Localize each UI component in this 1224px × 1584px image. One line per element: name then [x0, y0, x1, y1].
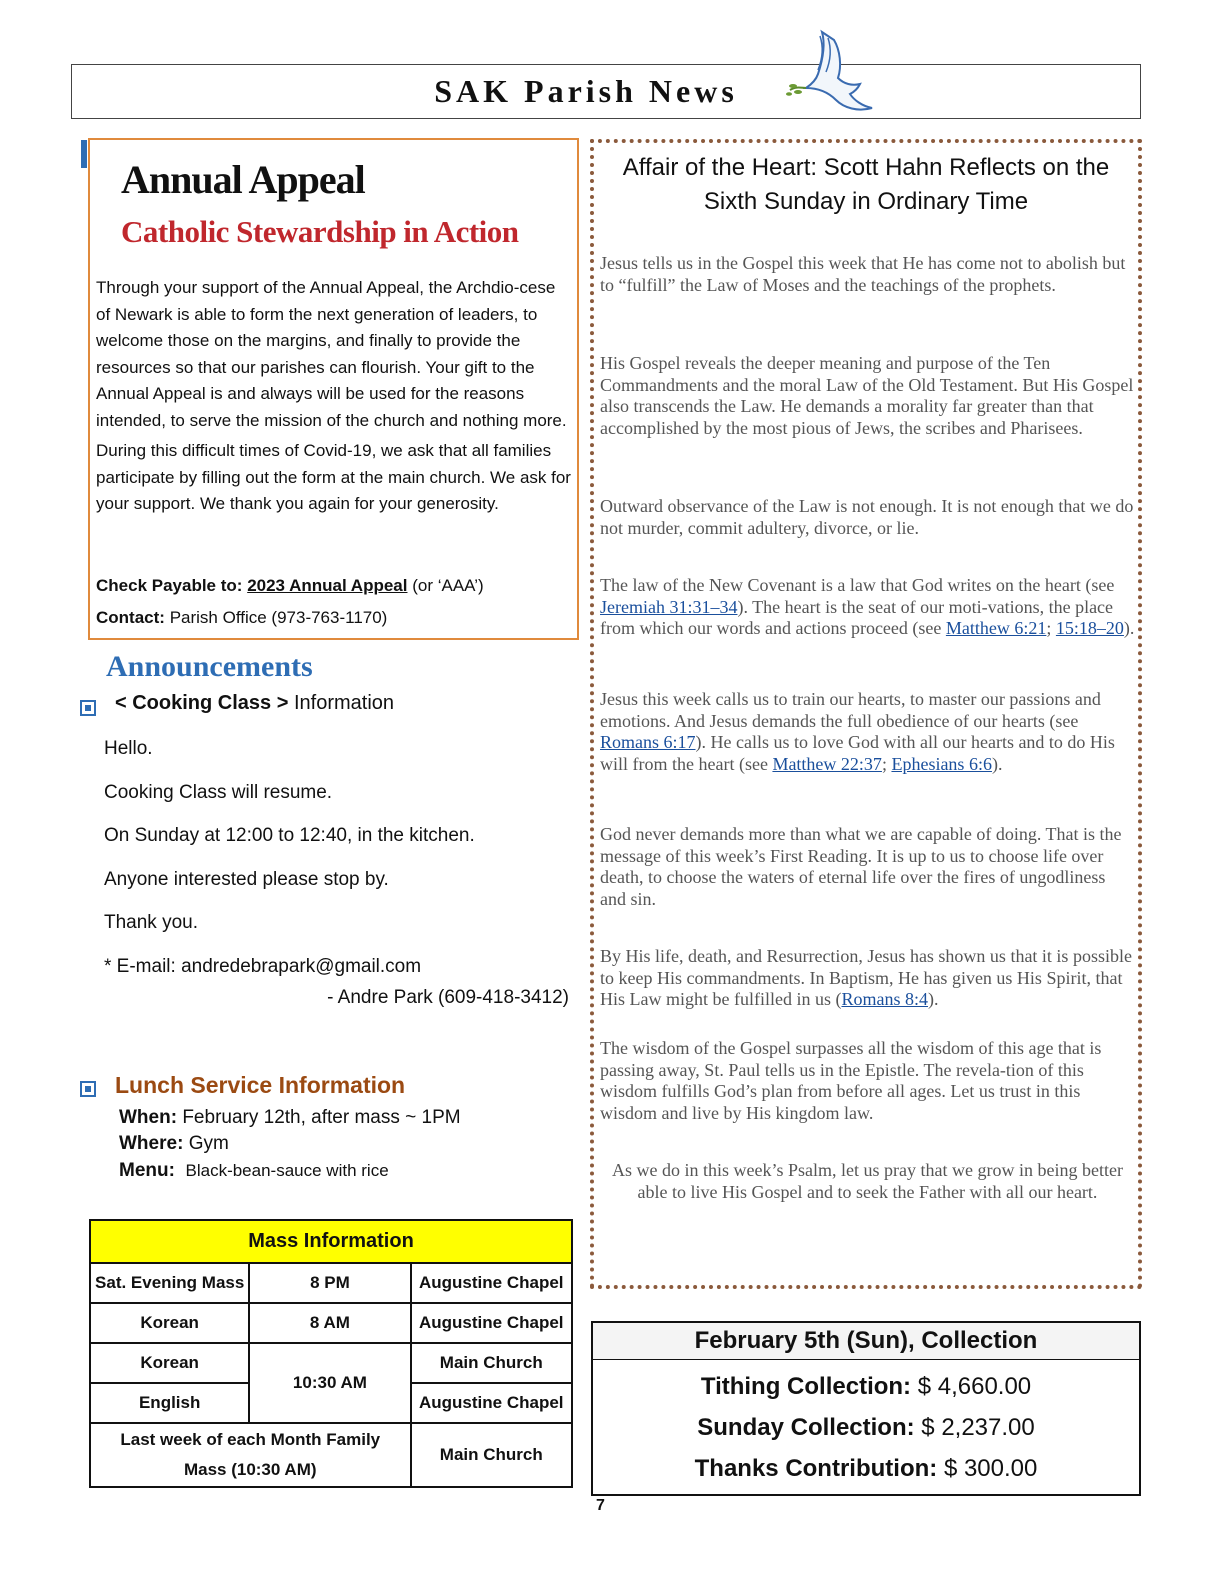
- contact-line: [96, 608, 387, 628]
- text-run: ).: [1123, 618, 1135, 639]
- lunch-menu: [119, 1160, 389, 1182]
- scripture-link[interactable]: Matthew 22:37: [772, 753, 882, 774]
- text-run: By His life, death, and Resurrection, Jesus has shown us that it is possible to keep His commandments. In Baptism, He has given us His Spirit, that His Law might be fulfilled in us (: [600, 946, 1132, 1010]
- reflection-box: [590, 139, 1142, 1289]
- accent-tab: [81, 140, 87, 168]
- table-row: [90, 1303, 572, 1343]
- cooking-class-heading: [115, 692, 394, 715]
- scripture-link[interactable]: Matthew 6:21: [945, 618, 1047, 639]
- mass-place: Augustine Chapel: [411, 1263, 572, 1303]
- text-run: ;: [1046, 618, 1056, 639]
- lunch-when: [119, 1107, 461, 1129]
- lunch-where-value: Gym: [188, 1133, 229, 1154]
- cooking-class-suffix: Information: [293, 692, 395, 714]
- mass-name: Korean: [90, 1343, 249, 1383]
- mass-time: 10:30 AM: [249, 1343, 410, 1423]
- cooking-class-title: < Cooking Class >: [115, 692, 289, 714]
- table-row: [90, 1263, 572, 1303]
- reflection-paragraph: His Gospel reveals the deeper meaning and purpose of the Ten Commandments and the moral Law of the Old Testament. But His Gospel also transcends the Law. He demands a morality far greater than that accomplished by the most pious of Jews, the scribes and Pharisees.: [600, 353, 1134, 438]
- text-run: Jesus this week calls us to train our hearts, to master our passions and emotions. And Jesus demands the full obedience of our hearts (see: [600, 689, 1101, 731]
- mass-name: English: [90, 1383, 249, 1423]
- masthead: [71, 64, 1141, 119]
- square-bullet-icon: [80, 1081, 96, 1097]
- contact-value: Parish Office (973-763-1170): [169, 608, 388, 627]
- collection-title: February 5th (Sun), Collection: [593, 1323, 1139, 1360]
- reflection-paragraph: [600, 575, 1135, 640]
- text-run: ).: [991, 753, 1003, 774]
- cooking-signature: - Andre Park (609-418-3412): [327, 987, 569, 1008]
- annual-appeal-box: [88, 138, 579, 640]
- appeal-paragraph-2: During this difficult times of Covid-19, we ask that all families participate by filling out the form at the main church. We ask for your support. We thank you again for your generosity.: [96, 441, 571, 513]
- lunch-when-value: February 12th, after mass ~ 1PM: [182, 1107, 461, 1128]
- check-payable-line: [96, 576, 484, 596]
- sunday-label: Sunday Collection:: [697, 1414, 915, 1441]
- text-run: ;: [881, 753, 892, 774]
- square-bullet-icon: [80, 700, 96, 716]
- appeal-title: Annual Appeal: [121, 157, 365, 202]
- table-row: [90, 1423, 572, 1487]
- mass-place: Augustine Chapel: [411, 1303, 572, 1343]
- appeal-paragraph-1: Through your support of the Annual Appeal, the Archdio-cese of Newark is able to form the next generation of leaders, to welcome those on the margins, and finally to provide the resources so that our parishes can flourish. Your gift to the Annual Appeal is and always will be used for the reasons intended, to serve the mission of the church and nothing more.: [96, 278, 567, 430]
- mass-information-table: [89, 1219, 573, 1488]
- table-row: [90, 1343, 572, 1383]
- reflection-paragraph: The wisdom of the Gospel surpasses all the wisdom of this age that is passing away, St. Paul tells us in the Epistle. The revela-tion of this wisdom fulfills God’s plan from before all ages. Let us trust in this wisdom and live by His kingdom law.: [600, 1038, 1102, 1123]
- text-run: The law of the New Covenant is a law that God writes on the heart (see: [600, 575, 1115, 595]
- mass-name: Korean: [90, 1303, 249, 1343]
- mass-time: 8 PM: [249, 1263, 410, 1303]
- mass-name: Sat. Evening Mass: [90, 1263, 249, 1303]
- lunch-where: [119, 1133, 229, 1155]
- sunday-value: $ 2,237.00: [921, 1414, 1035, 1441]
- scripture-link[interactable]: Jeremiah 31:31–34: [600, 596, 738, 617]
- reflection-paragraph: Outward observance of the Law is not enough. It is not enough that we do not murder, commit adultery, divorce, or lie.: [600, 496, 1134, 538]
- mass-table-title: Mass Information: [90, 1220, 572, 1263]
- tithing-label: Tithing Collection:: [700, 1373, 912, 1400]
- lunch-menu-label: Menu:: [119, 1160, 175, 1181]
- scripture-link[interactable]: Romans 6:17: [600, 732, 696, 753]
- check-value: 2023 Annual Appeal: [247, 576, 408, 595]
- reflection-paragraph: [600, 689, 1135, 775]
- scripture-link[interactable]: Romans 8:4: [841, 989, 928, 1010]
- cooking-line: Cooking Class will resume.: [104, 782, 333, 803]
- cooking-email-line: * E-mail: andredebrapark@gmail.com: [104, 956, 422, 977]
- mass-time: 8 AM: [249, 1303, 410, 1343]
- reflection-paragraph: Jesus tells us in the Gospel this week that He has come not to abolish but to “fulfill” the Law of Moses and the teachings of the prophets.: [600, 253, 1126, 295]
- newsletter-title: SAK Parish News: [434, 73, 738, 109]
- check-note: (or ‘AAA’): [412, 576, 484, 595]
- mass-place: Main Church: [411, 1343, 572, 1383]
- reflection-title-line: Sixth Sunday in Ordinary Time: [703, 188, 1029, 215]
- lunch-when-label: When:: [119, 1107, 178, 1128]
- text-run: ).: [927, 989, 939, 1010]
- thanks-contribution: [593, 1455, 1139, 1483]
- collection-box: [591, 1321, 1141, 1496]
- appeal-body: [96, 275, 574, 522]
- check-label: Check Payable to:: [96, 576, 243, 595]
- sunday-collection: [593, 1414, 1139, 1442]
- reflection-paragraph: As we do in this week’s Psalm, let us pray that we grow in being better able to live His Gospel and to seek the Father with all our heart.: [612, 1160, 1123, 1202]
- contact-label: Contact:: [96, 608, 165, 627]
- lunch-menu-value: Black-bean-sauce with rice: [185, 1161, 389, 1180]
- reflection-title: [594, 151, 1138, 219]
- cooking-line: Thank you.: [104, 912, 198, 933]
- reflection-title-line: Affair of the Heart: Scott Hahn Reflects on the: [622, 154, 1110, 181]
- cooking-line: Anyone interested please stop by.: [104, 869, 389, 890]
- page-number: 7: [596, 1497, 605, 1514]
- tithing-collection: [593, 1373, 1139, 1401]
- text-run: ). He calls us to love God with all our hearts and to do His will from the heart (see: [600, 732, 1115, 774]
- lunch-where-label: Where:: [119, 1133, 184, 1154]
- lunch-service-heading: Lunch Service Information: [115, 1072, 406, 1098]
- reflection-paragraph: [600, 946, 1135, 1011]
- tithing-value: $ 4,660.00: [917, 1373, 1032, 1400]
- mass-place: Augustine Chapel: [411, 1383, 572, 1423]
- cooking-line: On Sunday at 12:00 to 12:40, in the kitchen.: [104, 825, 475, 846]
- cooking-line: Hello.: [104, 738, 153, 759]
- scripture-link[interactable]: 15:18–20: [1055, 618, 1124, 639]
- announcements-heading: Announcements: [106, 650, 313, 683]
- text-run: ). The heart is the seat of our moti-vations, the place from which our words and actions proceed (see: [600, 596, 1114, 639]
- dove-icon: [782, 22, 878, 122]
- scripture-link[interactable]: Ephesians 6:6: [891, 753, 992, 774]
- appeal-subtitle: Catholic Stewardship in Action: [121, 214, 519, 249]
- mass-place: Main Church: [411, 1423, 572, 1487]
- reflection-paragraph: God never demands more than what we are capable of doing. That is the message of this week’s First Reading. It is up to us to choose life over death, to choose the waters of eternal life over the fires of ungodliness and sin.: [600, 824, 1122, 909]
- mass-name: Last week of each Month Family Mass (10:30 AM): [90, 1423, 411, 1487]
- thanks-value: $ 300.00: [943, 1455, 1038, 1482]
- thanks-label: Thanks Contribution:: [694, 1455, 938, 1482]
